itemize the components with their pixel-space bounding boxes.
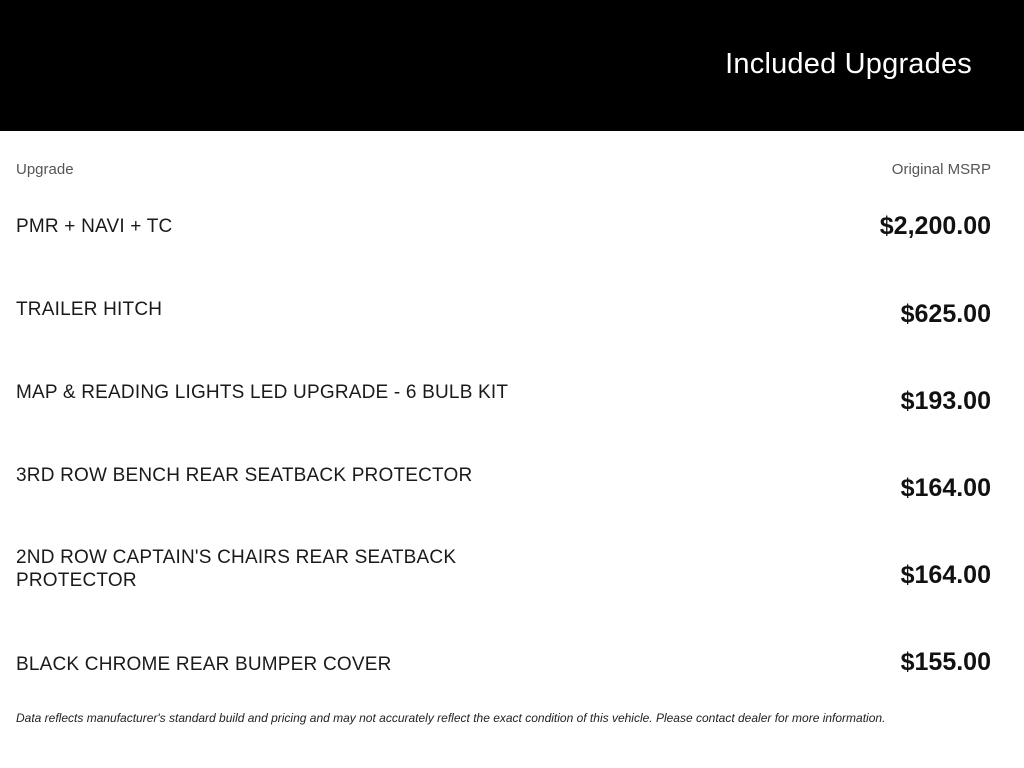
upgrade-name: 2ND ROW CAPTAIN'S CHAIRS REAR SEATBACK PROTECTOR <box>16 547 457 591</box>
upgrade-name: MAP & READING LIGHTS LED UPGRADE - 6 BULB KIT <box>16 382 509 403</box>
upgrade-price: $155.00 <box>900 648 991 676</box>
upgrade-price: $625.00 <box>900 300 991 328</box>
upgrade-name: TRAILER HITCH <box>16 299 163 320</box>
column-header-msrp: Original MSRP <box>891 161 991 178</box>
column-header-upgrade: Upgrade <box>16 161 74 178</box>
disclaimer-text: Data reflects manufacturer's standard build and pricing and may not accurately reflect the exact condition of this vehicle. Please contact dealer for more information. <box>16 711 886 725</box>
header-bar <box>0 0 1024 131</box>
upgrade-name: 3RD ROW BENCH REAR SEATBACK PROTECTOR <box>16 465 473 486</box>
upgrade-name: BLACK CHROME REAR BUMPER COVER <box>16 654 392 675</box>
page-title: Included Upgrades <box>725 48 972 80</box>
upgrade-price: $164.00 <box>900 474 991 502</box>
upgrade-price: $2,200.00 <box>879 212 991 240</box>
upgrade-price: $164.00 <box>900 561 991 589</box>
upgrade-name: PMR + NAVI + TC <box>16 216 173 237</box>
upgrade-price: $193.00 <box>900 387 991 415</box>
